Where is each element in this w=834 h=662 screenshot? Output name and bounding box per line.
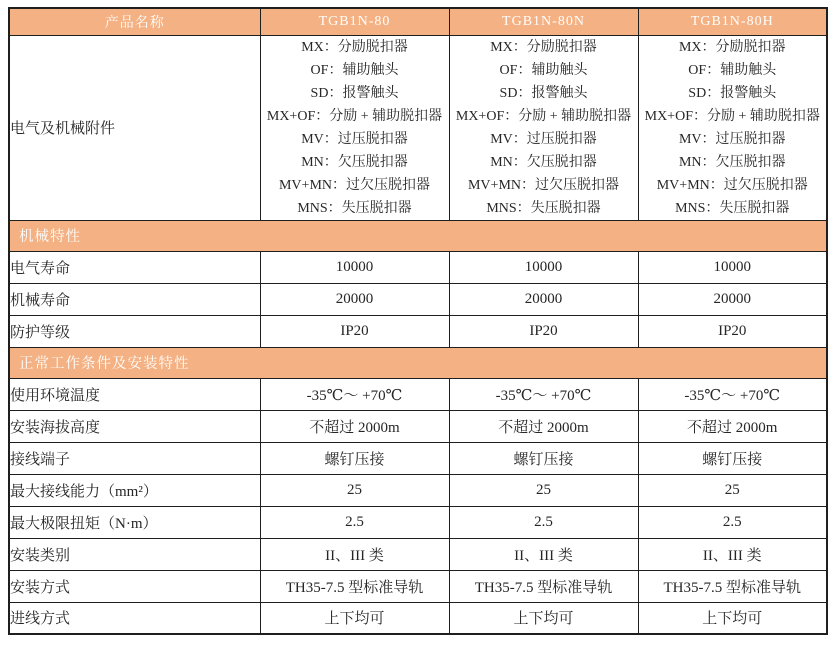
- accessory-line: MV：过压脱扣器: [678, 131, 786, 147]
- spec-row-max-wiring-capacity: [9, 474, 827, 506]
- spec-row-protection-level: [9, 315, 827, 347]
- accessory-line: MX+OF：分励 + 辅助脱扣器: [455, 108, 632, 124]
- spec-label: 最大接线能力（mm²）: [9, 474, 260, 506]
- spec-value: TH35-7.5 型标准导轨: [449, 570, 638, 602]
- accessory-line: MV+MN：过欠压脱扣器: [467, 177, 619, 193]
- spec-label: 电气寿命: [9, 251, 260, 283]
- spec-row-wiring-terminal: [9, 442, 827, 474]
- spec-row-electrical-life: [9, 251, 827, 283]
- product-name-header: 产品名称: [9, 8, 260, 35]
- accessories-cell-col3: [638, 35, 827, 220]
- accessory-line: OF：辅助触头: [499, 62, 588, 78]
- spec-value: -35℃～ +70℃: [449, 378, 638, 410]
- spec-value: II、III 类: [260, 538, 449, 570]
- accessory-line: MX+OF：分励 + 辅助脱扣器: [644, 108, 820, 124]
- accessory-line: MN：欠压脱扣器: [678, 154, 786, 170]
- spec-label: 安装海拔高度: [9, 410, 260, 442]
- spec-value: 螺钉压接: [260, 442, 449, 474]
- accessory-line: MV+MN：过欠压脱扣器: [278, 177, 430, 193]
- accessories-label: 电气及机械附件: [9, 35, 260, 220]
- accessory-line: SD：报警触头: [499, 85, 588, 101]
- spec-row-incoming-line-method: [9, 602, 827, 634]
- spec-row-max-torque: [9, 506, 827, 538]
- spec-row-ambient-temperature: [9, 378, 827, 410]
- spec-value: II、III 类: [449, 538, 638, 570]
- accessory-line: OF：辅助触头: [310, 62, 399, 78]
- spec-value: 10000: [260, 251, 449, 283]
- spec-value: II、III 类: [638, 538, 827, 570]
- accessory-line: MNS：失压脱扣器: [297, 200, 412, 216]
- accessory-line: MX：分励脱扣器: [301, 39, 408, 55]
- header-row: [9, 8, 827, 35]
- spec-value: 上下均可: [638, 602, 827, 634]
- accessories-row: [9, 35, 827, 220]
- spec-label: 安装类别: [9, 538, 260, 570]
- spec-label: 进线方式: [9, 602, 260, 634]
- accessory-line: MN：欠压脱扣器: [301, 154, 408, 170]
- spec-value: 20000: [449, 283, 638, 315]
- spec-label: 防护等级: [9, 315, 260, 347]
- spec-value: TH35-7.5 型标准导轨: [260, 570, 449, 602]
- accessories-cell-col2: [449, 35, 638, 220]
- spec-value: 25: [260, 474, 449, 506]
- accessories-cell-col1: [260, 35, 449, 220]
- spec-value: 10000: [449, 251, 638, 283]
- accessory-line: MX：分励脱扣器: [490, 39, 597, 55]
- spec-row-installation-altitude: [9, 410, 827, 442]
- spec-value: 不超过 2000m: [260, 410, 449, 442]
- spec-table: [8, 7, 828, 635]
- accessory-line: SD：报警触头: [310, 85, 399, 101]
- section-band-mechanical: [9, 220, 827, 251]
- accessory-line: MV：过压脱扣器: [490, 131, 597, 147]
- spec-value: 20000: [260, 283, 449, 315]
- spec-value: IP20: [449, 315, 638, 347]
- spec-value: 不超过 2000m: [638, 410, 827, 442]
- spec-value: IP20: [638, 315, 827, 347]
- spec-label: 接线端子: [9, 442, 260, 474]
- spec-value: 螺钉压接: [638, 442, 827, 474]
- spec-value: 上下均可: [260, 602, 449, 634]
- spec-value: 10000: [638, 251, 827, 283]
- model-header-tgb1n-80h: TGB1N-80H: [638, 8, 827, 35]
- spec-value: 25: [449, 474, 638, 506]
- spec-label: 最大极限扭矩（N·m）: [9, 506, 260, 538]
- spec-row-mechanical-life: [9, 283, 827, 315]
- accessory-line: MX+OF：分励 + 辅助脱扣器: [266, 108, 443, 124]
- section-title: 正常工作条件及安装特性: [9, 347, 827, 378]
- spec-value: IP20: [260, 315, 449, 347]
- accessory-line: MNS：失压脱扣器: [675, 200, 790, 216]
- accessory-line: MNS：失压脱扣器: [486, 200, 601, 216]
- spec-value: 不超过 2000m: [449, 410, 638, 442]
- accessory-line: MN：欠压脱扣器: [490, 154, 597, 170]
- spec-value: 2.5: [638, 506, 827, 538]
- accessory-line: OF：辅助触头: [688, 62, 777, 78]
- spec-label: 安装方式: [9, 570, 260, 602]
- spec-value: -35℃～ +70℃: [260, 378, 449, 410]
- spec-value: TH35-7.5 型标准导轨: [638, 570, 827, 602]
- spec-row-installation-category: [9, 538, 827, 570]
- accessory-line: MV+MN：过欠压脱扣器: [656, 177, 808, 193]
- spec-value: 2.5: [449, 506, 638, 538]
- accessory-line: MV：过压脱扣器: [301, 131, 408, 147]
- model-header-tgb1n-80: TGB1N-80: [260, 8, 449, 35]
- spec-value: 2.5: [260, 506, 449, 538]
- spec-label: 机械寿命: [9, 283, 260, 315]
- spec-value: 20000: [638, 283, 827, 315]
- spec-value: 25: [638, 474, 827, 506]
- section-band-operating-conditions: [9, 347, 827, 378]
- section-title: 机械特性: [9, 220, 827, 251]
- spec-label: 使用环境温度: [9, 378, 260, 410]
- spec-row-mounting-method: [9, 570, 827, 602]
- spec-value: 上下均可: [449, 602, 638, 634]
- spec-value: 螺钉压接: [449, 442, 638, 474]
- accessory-line: SD：报警触头: [688, 85, 777, 101]
- spec-value: -35℃～ +70℃: [638, 378, 827, 410]
- model-header-tgb1n-80n: TGB1N-80N: [449, 8, 638, 35]
- accessory-line: MX：分励脱扣器: [678, 39, 786, 55]
